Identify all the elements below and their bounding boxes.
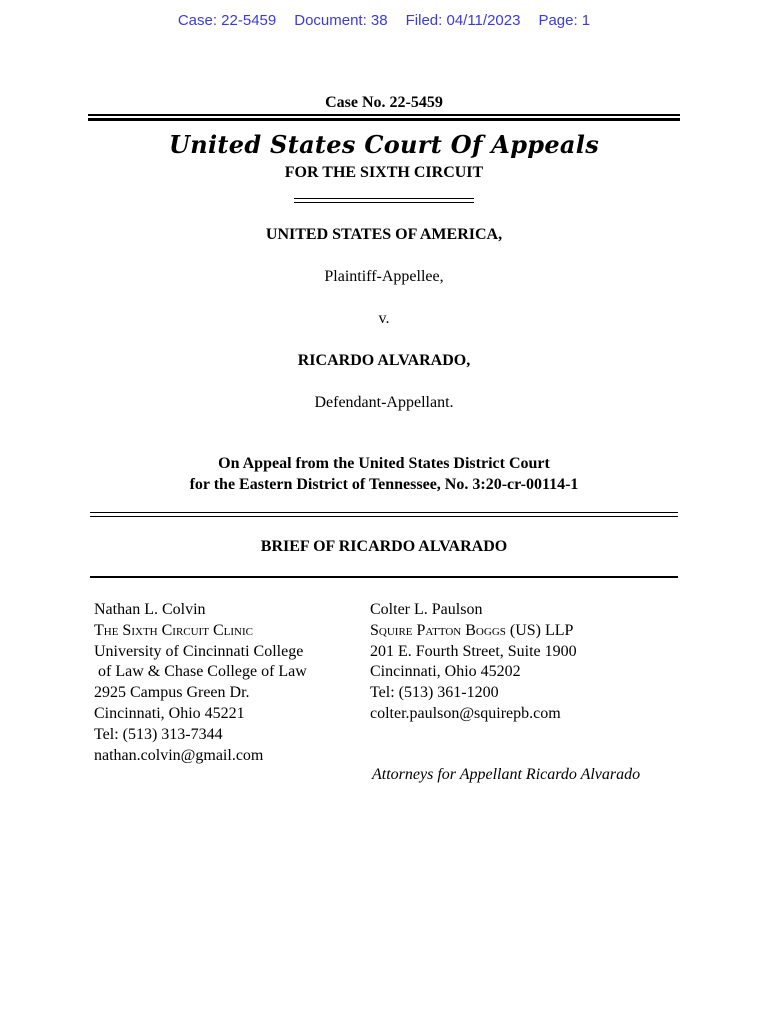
double-rule-2 [90,516,678,517]
counsel-right-org: Squire Patton Boggs (US) LLP [370,621,574,639]
header-document: Document: 38 [294,12,388,29]
short-rule-1 [294,198,474,199]
double-rule-1 [90,512,678,513]
header-filed: Filed: 04/11/2023 [405,12,521,29]
appeal-line-1: On Appeal from the United States District Court [218,455,550,472]
plaintiff-role: Plaintiff-Appellee, [324,268,444,285]
short-rule-2 [294,202,474,203]
appeal-line-2: for the Eastern District of Tennessee, No. 3:20-cr-00114-1 [189,476,579,493]
header-case: Case: 22-5459 [177,12,277,29]
case-number: Case No. 22-5459 [325,94,443,111]
counsel-right-block [370,600,577,725]
brief-title: BRIEF OF RICARDO ALVARADO [260,538,508,555]
counsel-left-line3: University of Cincinnati College [94,642,304,660]
court-title: United States Court Of Appeals [168,130,600,159]
brief-rule [90,576,678,578]
ecf-header [0,12,768,29]
top-rule-2 [88,118,680,121]
counsel-right-street: 201 E. Fourth Street, Suite 1900 [370,642,577,660]
counsel-left-tel: Tel: (513) 313-7344 [94,725,223,743]
plaintiff-name: UNITED STATES OF AMERICA, [265,226,503,243]
counsel-left-city: Cincinnati, Ohio 45221 [94,704,245,722]
defendant-role: Defendant-Appellant. [314,394,454,411]
attorneys-for: Attorneys for Appellant Ricardo Alvarado [372,766,641,783]
counsel-left-name: Nathan L. Colvin [94,601,206,618]
versus: v. [378,310,390,327]
counsel-right-email: colter.paulson@squirepb.com [370,704,561,722]
counsel-left-block [94,600,307,766]
counsel-right-name: Colter L. Paulson [370,601,483,618]
defendant-name: RICARDO ALVARADO, [297,352,471,369]
counsel-left-line4: of Law & Chase College of Law [94,663,307,681]
counsel-left-email: nathan.colvin@gmail.com [94,746,264,764]
counsel-right-tel: Tel: (513) 361-1200 [370,684,499,702]
counsel-left-org: The Sixth Circuit Clinic [94,621,253,639]
circuit-name: FOR THE SIXTH CIRCUIT [284,164,484,181]
counsel-right-city: Cincinnati, Ohio 45202 [370,663,521,681]
top-rule-1 [88,114,680,116]
header-page: Page: 1 [538,12,591,29]
counsel-left-street: 2925 Campus Green Dr. [94,684,250,702]
